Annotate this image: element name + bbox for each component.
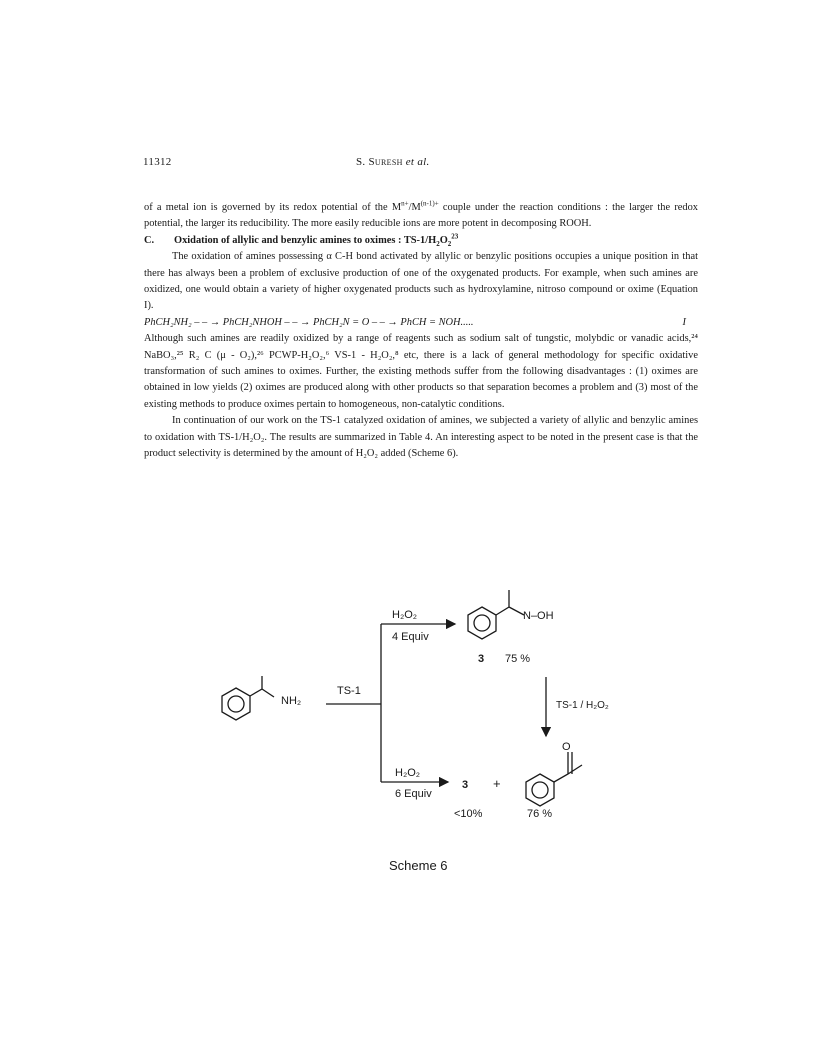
plus-sign: +	[493, 776, 501, 791]
reactant-side-chain	[250, 676, 274, 697]
scheme-caption: Scheme 6	[389, 858, 448, 873]
catalyst-label: TS-1	[337, 685, 361, 697]
lower-reagent-label: H₂O₂	[395, 767, 421, 779]
running-head-author: S. Suresh	[356, 156, 403, 168]
equation-I: PhCH₂NH₂ – – → PhCH₂NHOH – – → PhCH₂N = O – – → PhCH = NOH..... I	[144, 315, 698, 331]
equation-number: I	[682, 316, 686, 328]
ketone-o-label: O	[562, 741, 571, 753]
reactant-benzene-ring	[222, 688, 250, 720]
paragraph-reagents: Although such amines are readily oxidized by a range of reagents such as sodium salt of tungstic, molybdic or vanadic acids,²⁴ NaBO₃,²⁵ R₂ C (μ - O₂),²⁶ PCWP-H₂O₂,⁶ VS-1 - H₂O₂,⁸ etc, there is a lack of general methodology for specific oxidative transformation of such amines to oximes. Further, the existing methods suffer from the following disadvantages : (1) oximes are obtained in low yields (2) oximes are produced along with other products so that separation becomes a problem and (3) most of the existing methods to produce oximes pertain to homogeneous, non-catalytic conditions.	[144, 333, 698, 410]
oxime-side-chain	[496, 590, 524, 615]
side-reagent-label: TS-1 / H₂O₂	[556, 700, 609, 711]
upper-equiv-label: 4 Equiv	[392, 631, 429, 643]
oxime-label: N–OH	[523, 610, 554, 622]
paragraph-redox: of a metal ion is governed by its redox potential of the $M^{n+}/M^{(n-1)+}$ couple under the reaction conditions : the larger the redox potential, the larger its reducibility. The more easily reducible ions are more potent in decomposing ROOH.	[144, 199, 698, 230]
running-head-etal: et al.	[405, 156, 430, 168]
ketone-benzene-ring	[526, 774, 554, 806]
lower-yield-2: 76 %	[527, 808, 553, 820]
paragraph-oxidation-intro: The oxidation of amines possessing α C-H bond activated by allylic or benzylic positions occupies a unique position in that there has always been a problem of exclusive production of one of the oxygenated products. For example, when such amines are oxidized, one would obtain a variety of higher oxygenated products such as hydroxylamine, nitroso compound or oxime (Equation I).	[144, 251, 698, 312]
oxime-benzene-ring	[468, 607, 496, 639]
page-number: 11312	[143, 156, 172, 168]
product-number: 3	[478, 653, 485, 665]
paragraph-continuation: In continuation of our work on the TS-1 catalyzed oxidation of amines, we subjected a variety of allylic and benzylic amines to oxidation with TS-1/H₂O₂. The results are summarized in Table 4. An interesting aspect to be noted in the present case is that the product selectivity is determined by the amount of H₂O₂ added (Scheme 6).	[144, 415, 698, 460]
section-heading: C. Oxidation of allylic and benzylic amines to oximes : $TS-1/H_2O_2^{23}$	[144, 232, 459, 248]
upper-yield: 75 %	[505, 653, 531, 665]
lower-equiv-label: 6 Equiv	[395, 788, 432, 800]
lower-yield-1: <10%	[454, 808, 483, 820]
ketone-side-chain	[554, 752, 582, 782]
reactant-nh2-label: NH₂	[281, 695, 302, 707]
lower-product-number: 3	[462, 779, 469, 791]
upper-reagent-label: H₂O₂	[392, 609, 418, 621]
